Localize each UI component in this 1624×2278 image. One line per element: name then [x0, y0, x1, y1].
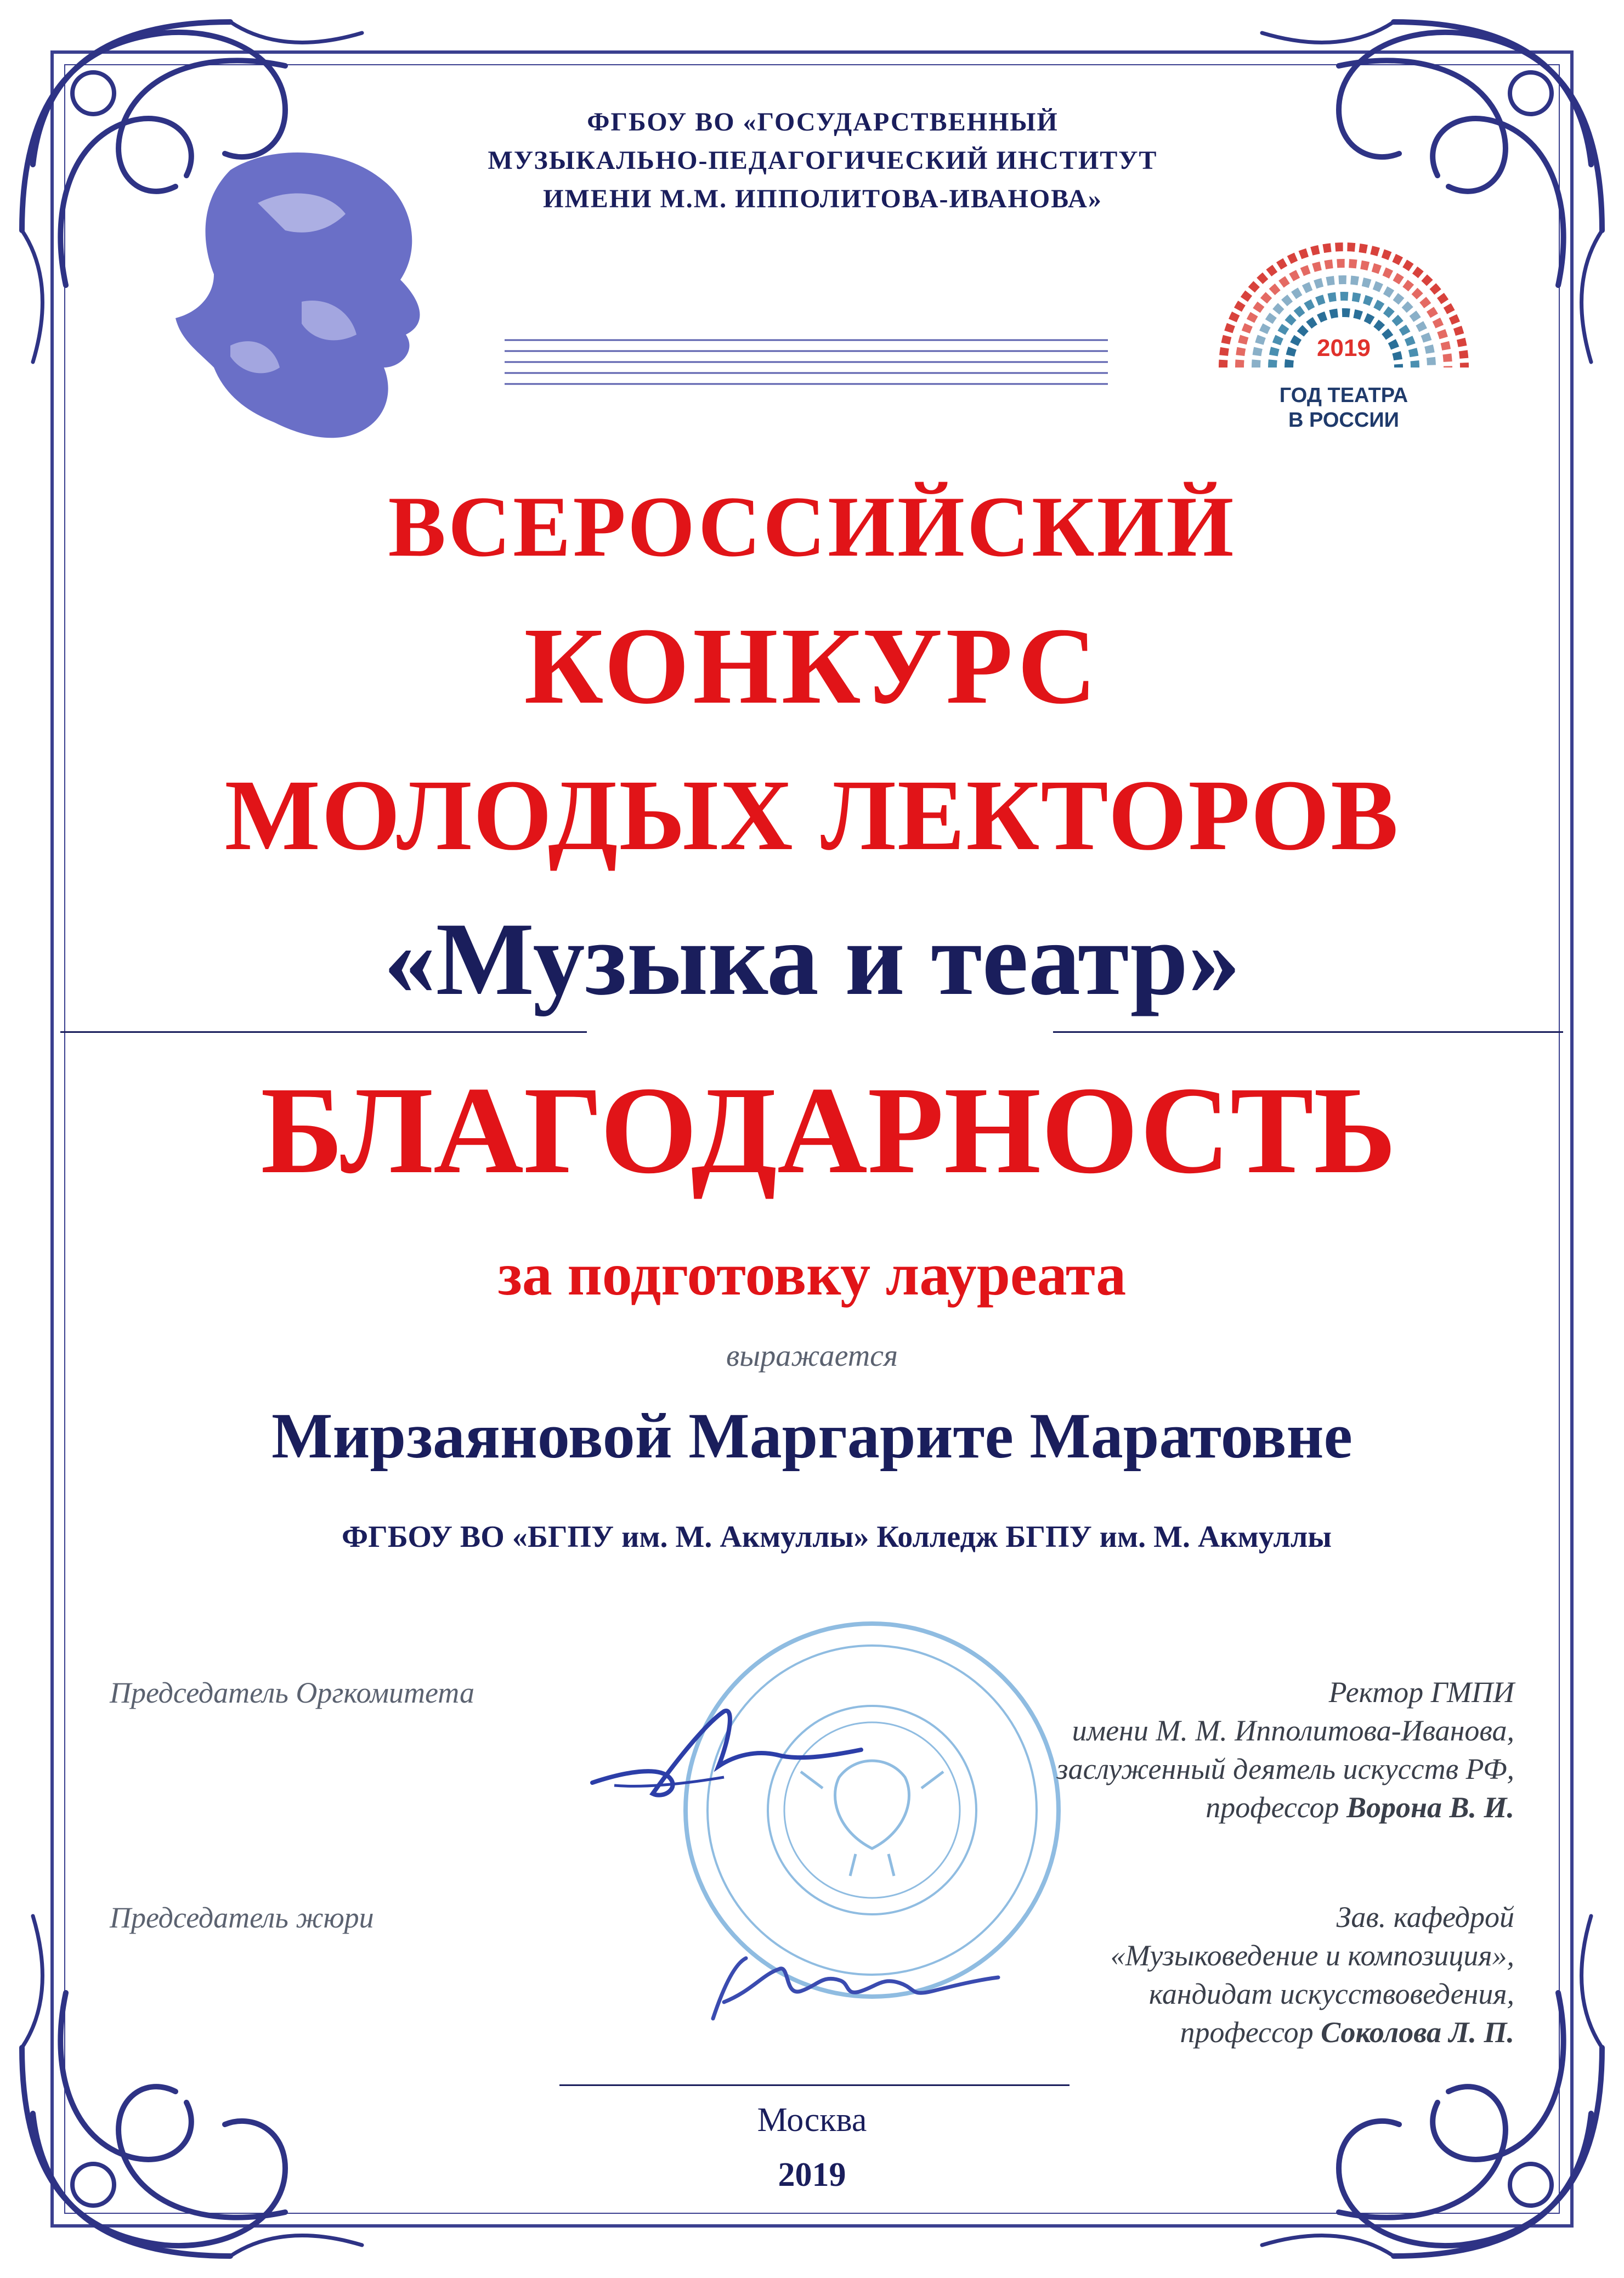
corner-ornament-bottom-left — [22, 1916, 362, 2256]
department-head-title: Зав. кафедрой — [1336, 1901, 1514, 1934]
rector-name-line — [1057, 1788, 1514, 1827]
badge-year: 2019 — [1317, 335, 1371, 361]
expressed-label: выражается — [726, 1339, 898, 1373]
department-head-name-line — [1111, 2013, 1514, 2051]
organizing-chair-label: Председатель Оргкомитета — [110, 1676, 474, 1709]
award-title: БЛАГОДАРНОСТЬ — [261, 1061, 1396, 1200]
department-head-name: Соколова Л. П. — [1321, 2016, 1514, 2049]
department-head-rank: профессор — [1180, 2016, 1321, 2049]
rector-block — [1057, 1673, 1514, 1827]
rector-honor: заслуженный деятель искусств РФ, — [1056, 1753, 1514, 1785]
divider-right — [1053, 1031, 1563, 1033]
institute-header-line-3: ИМЕНИ М.М. ИППОЛИТОВА-ИВАНОВА» — [543, 184, 1102, 213]
department-head-degree: кандидат искусствоведения, — [1148, 1977, 1514, 2010]
rector-institute: имени М. М. Ипполитова-Иванова, — [1072, 1714, 1514, 1747]
title-line-1: ВСЕРОССИЙСКИЙ — [388, 479, 1236, 575]
jury-chair-label: Председатель жюри — [110, 1901, 374, 1934]
signature-jury-chair — [702, 1931, 1009, 2040]
rector-title: Ректор ГМПИ — [1328, 1676, 1514, 1709]
title-subtitle: «Музыка и театр» — [383, 902, 1241, 1017]
music-staff-lines — [505, 335, 1108, 389]
institute-header-line-1: ФГБОУ ВО «ГОСУДАРСТВЕННЫЙ — [587, 108, 1059, 137]
rector-name: Ворона В. И. — [1346, 1791, 1514, 1824]
title-line-3: МОЛОДЫХ ЛЕКТОРОВ — [224, 759, 1400, 872]
institute-header-line-2: МУЗЫКАЛЬНО-ПЕДАГОГИЧЕСКИЙ ИНСТИТУТ — [488, 146, 1158, 175]
department-name: «Музыковедение и композиция», — [1110, 1939, 1514, 1972]
recipient-name: Мирзаяновой Маргарите Маратовне — [271, 1400, 1353, 1472]
composer-portrait-logo — [165, 137, 450, 444]
recipient-organization: ФГБОУ ВО «БГПУ им. М. Акмуллы» Колледж БГПУ им. М. Акмуллы — [342, 1520, 1332, 1554]
rector-rank: профессор — [1206, 1791, 1346, 1824]
divider-left — [60, 1031, 587, 1033]
footer-city: Москва — [757, 2101, 867, 2139]
year-of-theatre-badge — [1207, 219, 1481, 450]
footer-divider — [559, 2084, 1070, 2086]
title-line-2: КОНКУРС — [524, 606, 1100, 727]
signature-organizing-chair — [581, 1689, 867, 1832]
award-reason: за подготовку лауреата — [497, 1241, 1127, 1308]
department-head-block — [1111, 1898, 1514, 2051]
badge-line-1: ГОД ТЕАТРА — [1279, 384, 1408, 407]
badge-line-2: В РОССИИ — [1288, 409, 1399, 432]
footer-year: 2019 — [778, 2156, 846, 2194]
